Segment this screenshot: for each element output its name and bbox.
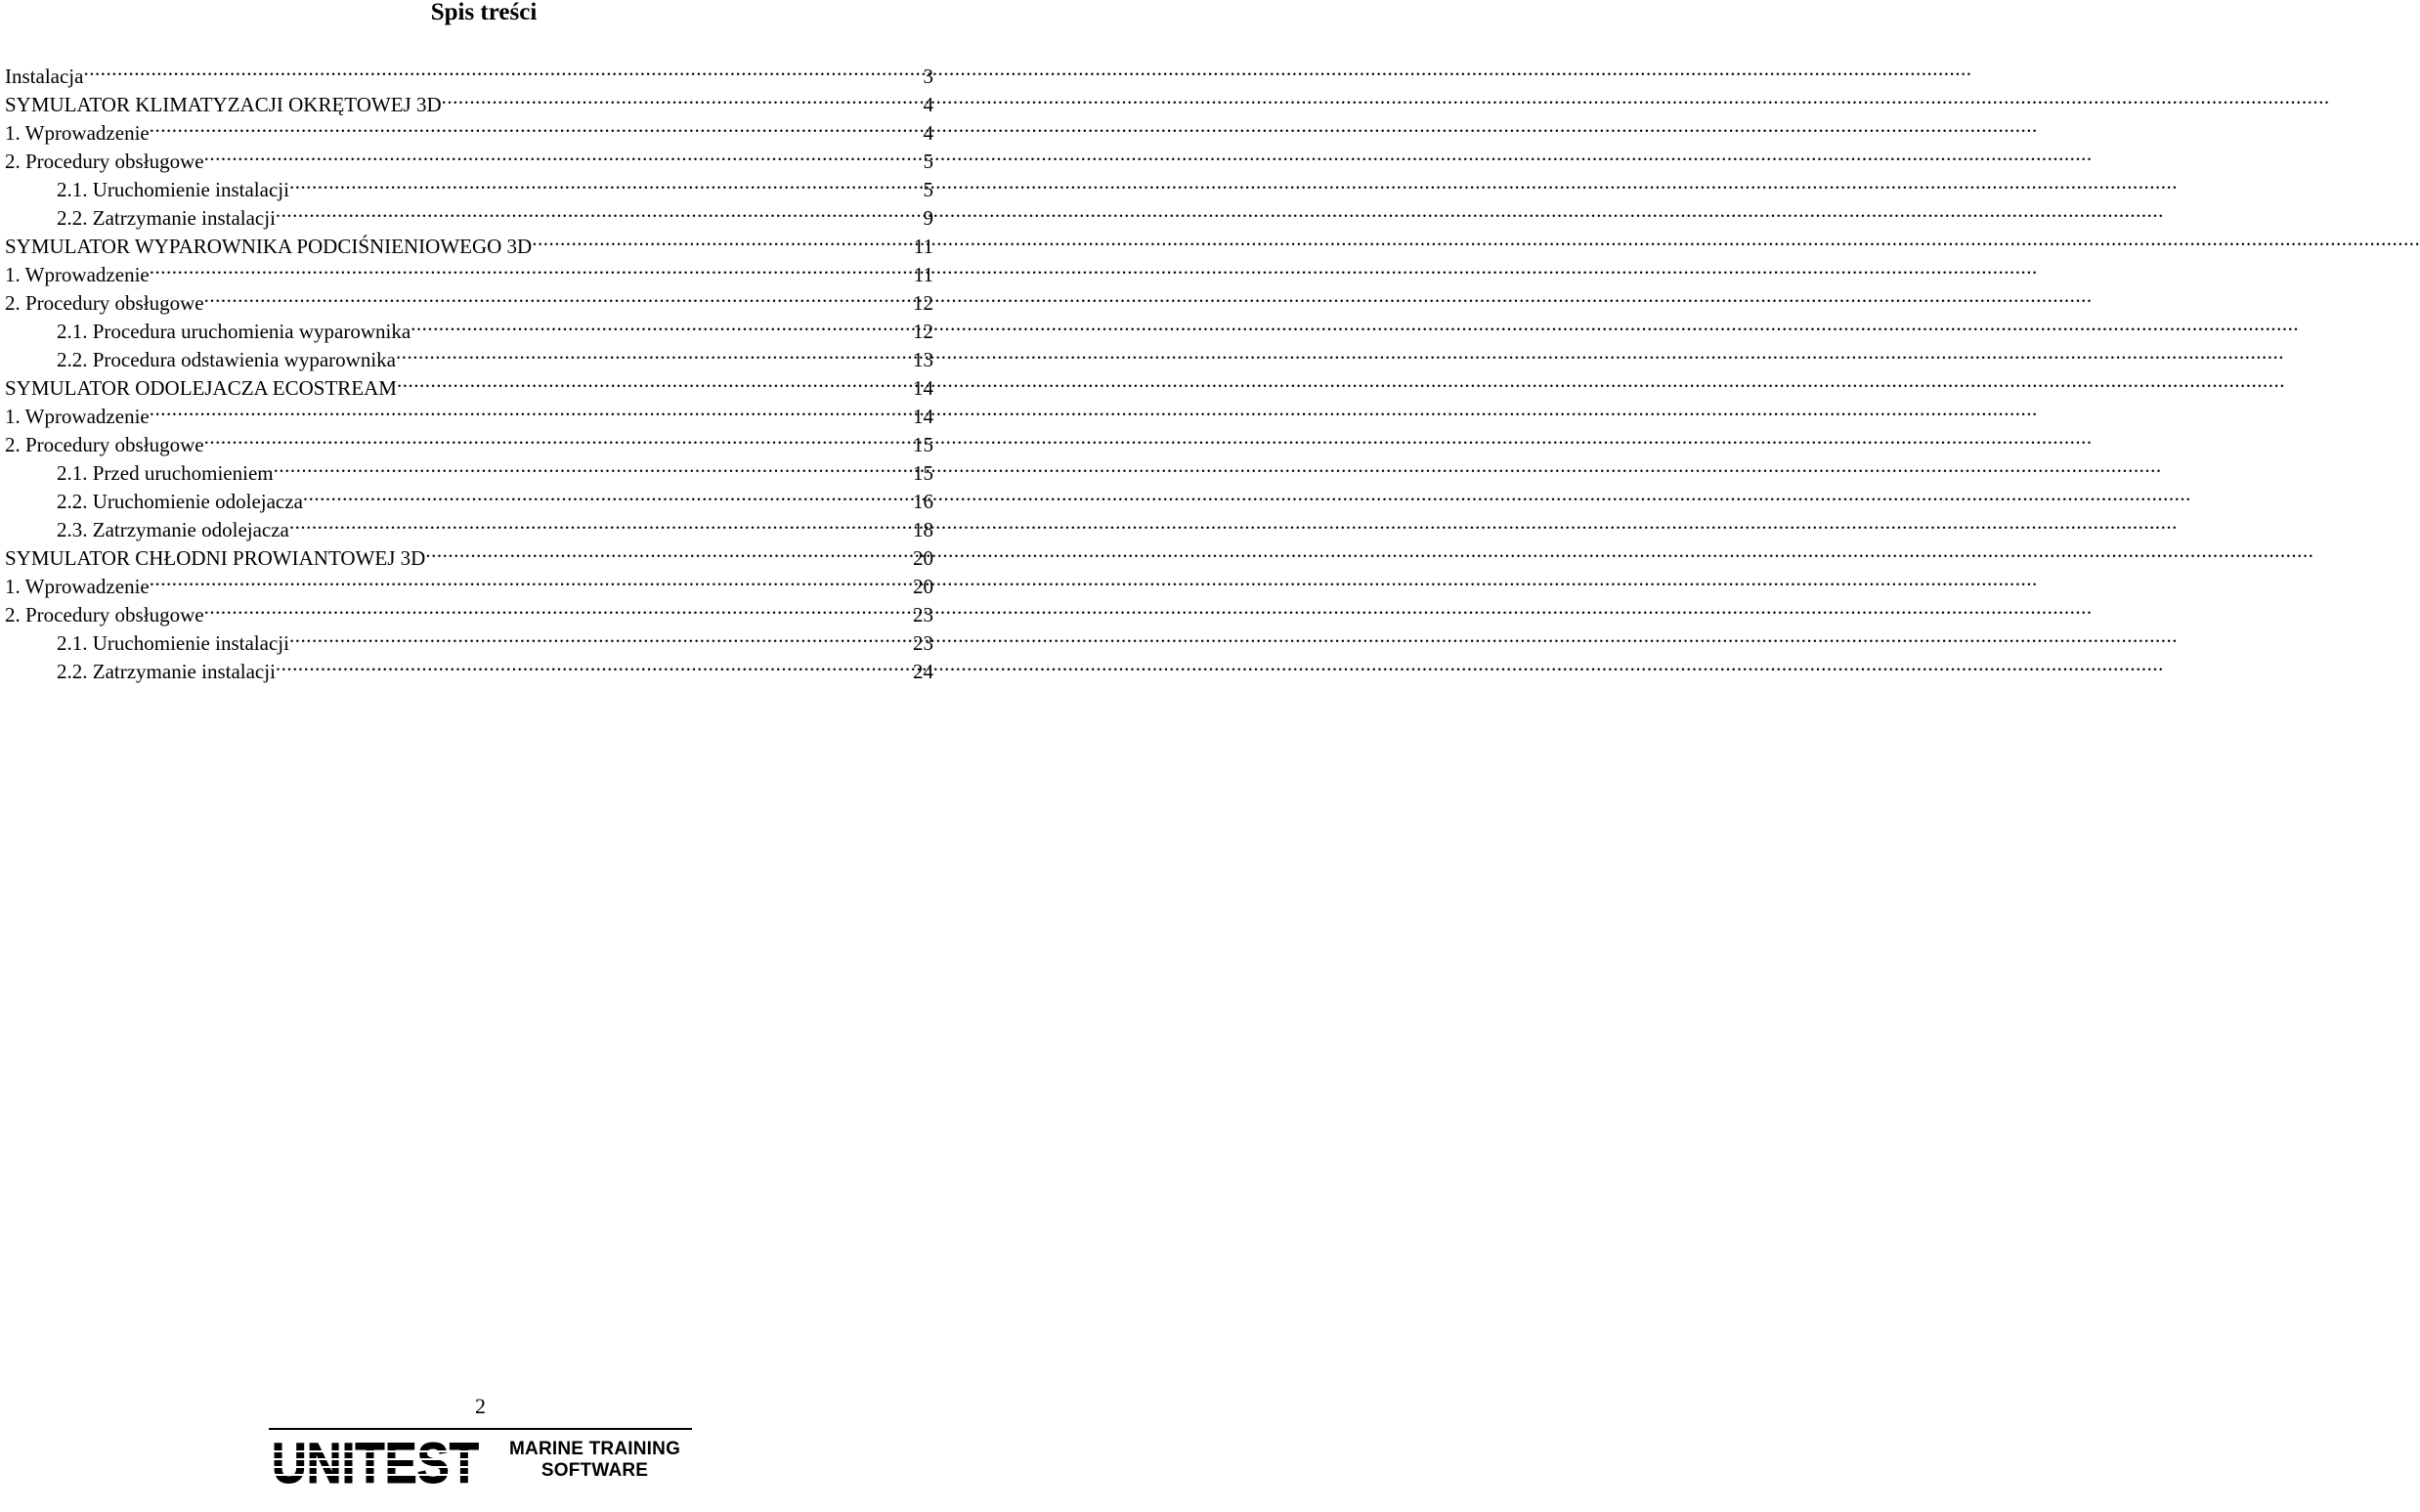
toc-entry-label: 2.2. Zatrzymanie instalacji bbox=[57, 660, 276, 683]
toc-entry-page: 15 bbox=[913, 461, 933, 485]
page-number: 2 bbox=[475, 1394, 486, 1418]
toc-entry-label: SYMULATOR WYPAROWNIKA PODCIŚNIENIOWEGO 3D bbox=[5, 235, 533, 258]
toc-entry-page: 5 bbox=[923, 178, 933, 201]
toc-entry-label: 1. Wprowadzenie bbox=[5, 263, 150, 286]
toc-entry-page: 4 bbox=[923, 121, 933, 145]
toc-dot-leader bbox=[411, 310, 913, 338]
table-of-contents bbox=[5, 55, 933, 683]
footer-brand bbox=[269, 1430, 692, 1498]
toc-dot-leader bbox=[150, 565, 913, 593]
toc-entry-page: 3 bbox=[923, 65, 933, 88]
toc-entry-page: 15 bbox=[913, 433, 933, 456]
toc-entry-page: 12 bbox=[913, 320, 933, 343]
toc-entry-page: 23 bbox=[913, 631, 933, 655]
toc-dot-leader bbox=[303, 480, 913, 508]
toc-entry-label: SYMULATOR ODOLEJACZA ECOSTREAM bbox=[5, 376, 397, 400]
toc-entry-label: 1. Wprowadzenie bbox=[5, 121, 150, 145]
toc-entry-page: 12 bbox=[913, 291, 933, 315]
toc-entry-label: 2.1. Uruchomienie instalacji bbox=[57, 178, 289, 201]
toc-dot-leader bbox=[204, 281, 913, 310]
toc-dot-leader bbox=[532, 225, 914, 253]
toc-entry-page: 9 bbox=[923, 206, 933, 230]
toc-entry-label: 2.2. Procedura odstawienia wyparownika bbox=[57, 348, 396, 371]
toc-dot-leader bbox=[204, 140, 924, 168]
toc-entry-page: 18 bbox=[913, 518, 933, 541]
toc-entry-page: 5 bbox=[923, 150, 933, 173]
toc-entry-page: 16 bbox=[913, 490, 933, 513]
toc-entry-page: 20 bbox=[913, 575, 933, 598]
toc-entry-label: 2. Procedury obsługowe bbox=[5, 603, 204, 626]
toc-entry[interactable] bbox=[5, 55, 933, 88]
toc-entry-label: 2.1. Procedura uruchomienia wyparownika bbox=[57, 320, 411, 343]
toc-dot-leader bbox=[397, 367, 913, 395]
toc-entry-page: 14 bbox=[913, 376, 933, 400]
toc-entry-page: 11 bbox=[913, 263, 933, 286]
toc-entry-label: 2.3. Zatrzymanie odolejacza bbox=[57, 518, 289, 541]
toc-dot-leader bbox=[150, 253, 914, 281]
toc-entry-label: 2. Procedury obsługowe bbox=[5, 291, 204, 315]
toc-dot-leader bbox=[289, 622, 913, 650]
toc-entry-label: 2.2. Uruchomienie odolejacza bbox=[57, 490, 303, 513]
tagline-line-2: SOFTWARE bbox=[540, 1460, 649, 1481]
toc-entry-page: 23 bbox=[913, 603, 933, 626]
toc-entry-label: 2. Procedury obsługowe bbox=[5, 150, 204, 173]
toc-dot-leader bbox=[396, 338, 913, 367]
unitest-logo bbox=[269, 1430, 482, 1495]
toc-entry-page: 11 bbox=[913, 235, 933, 258]
page-footer bbox=[269, 1393, 692, 1498]
toc-dot-leader bbox=[150, 395, 913, 423]
toc-dot-leader bbox=[289, 168, 924, 196]
toc-entry-label: 2.1. Uruchomienie instalacji bbox=[57, 631, 289, 655]
page-title: Spis treści bbox=[430, 0, 538, 25]
toc-entry-page: 13 bbox=[913, 348, 933, 371]
toc-dot-leader bbox=[274, 452, 913, 480]
svg-text:UNITEST: UNITEST bbox=[272, 1432, 479, 1495]
toc-dot-leader bbox=[425, 537, 913, 565]
toc-entry-page: 20 bbox=[913, 546, 933, 570]
toc-dot-leader bbox=[442, 83, 924, 111]
toc-entry-page: 4 bbox=[923, 93, 933, 116]
toc-dot-leader bbox=[150, 111, 924, 140]
toc-dot-leader bbox=[204, 423, 913, 452]
toc-dot-leader bbox=[289, 508, 913, 537]
toc-dot-leader bbox=[204, 593, 913, 622]
toc-entry-label: 1. Wprowadzenie bbox=[5, 575, 150, 598]
toc-dot-leader bbox=[276, 650, 913, 678]
toc-entry-label: 2.2. Zatrzymanie instalacji bbox=[57, 206, 276, 230]
toc-entry-page: 14 bbox=[913, 405, 933, 428]
toc-entry-label: 1. Wprowadzenie bbox=[5, 405, 150, 428]
toc-dot-leader bbox=[83, 55, 923, 83]
company-tagline bbox=[509, 1439, 680, 1482]
tagline-line-1: MARINE TRAINING bbox=[509, 1439, 681, 1459]
toc-entry-label: SYMULATOR KLIMATYZACJI OKRĘTOWEJ 3D bbox=[5, 93, 442, 116]
toc-entry-label: Instalacja bbox=[5, 65, 84, 88]
toc-dot-leader bbox=[276, 196, 924, 225]
toc-entry-label: 2. Procedury obsługowe bbox=[5, 433, 204, 456]
toc-entry-page: 24 bbox=[913, 660, 933, 683]
toc-entry-label: 2.1. Przed uruchomieniem bbox=[57, 461, 274, 485]
toc-entry-label: SYMULATOR CHŁODNI PROWIANTOWEJ 3D bbox=[5, 546, 426, 570]
toc-entry[interactable] bbox=[5, 83, 933, 116]
